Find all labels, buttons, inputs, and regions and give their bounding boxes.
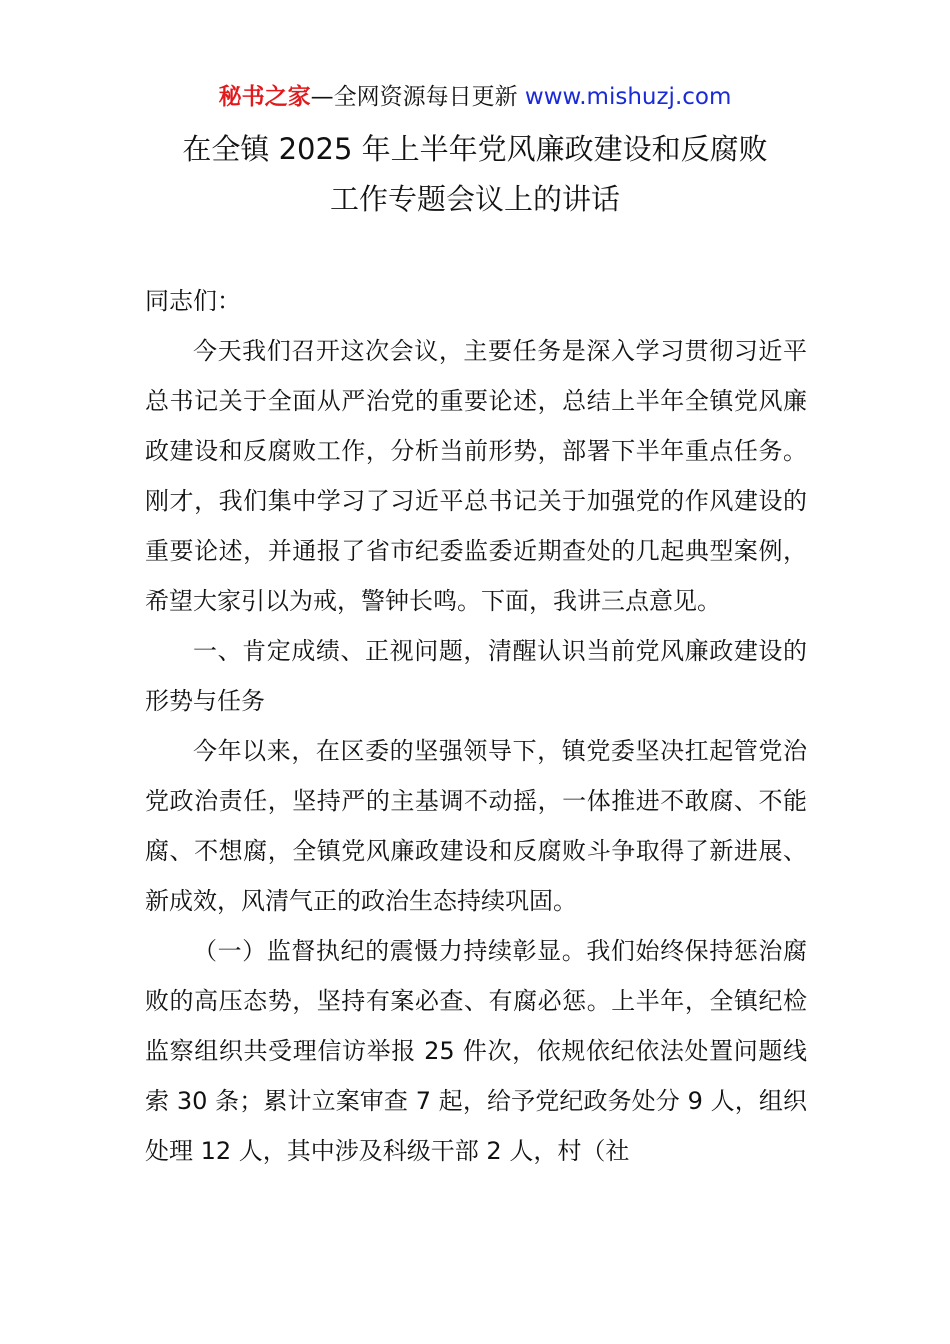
paragraph-supervision: （一）监督执纪的震慑力持续彰显。我们始终保持惩治腐败的高压态势，坚持有案必查、有腐必惩。上半年，全镇纪检监察组织共受理信访举报 25 件次，依规依纪依法处置问题线索 30 条；累计立案审查 7 起，给予党纪政务处分 9 人，组织处理 12 人，其中涉及科级干部 2 人，村（社 [145, 937, 807, 1165]
section-heading-1: 一、肯定成绩、正视问题，清醒认识当前党风廉政建设的形势与任务 [145, 637, 807, 715]
site-header [0, 80, 950, 114]
paragraph-intro: 今天我们召开这次会议，主要任务是深入学习贯彻习近平总书记关于全面从严治党的重要论述，总结上半年全镇党风廉政建设和反腐败工作，分析当前形势，部署下半年重点任务。刚才，我们集中学习了习近平总书记关于加强党的作风建设的重要论述，并通报了省市纪委监委近期查处的几起典型案例，希望大家引以为戒，警钟长鸣。下面，我讲三点意见。 [145, 337, 807, 615]
brand-name: 秘书之家 [218, 84, 311, 110]
paragraph-achievements: 今年以来，在区委的坚强领导下，镇党委坚决扛起管党治党政治责任，坚持严的主基调不动摇，一体推进不敢腐、不能腐、不想腐，全镇党风廉政建设和反腐败斗争取得了新进展、新成效，风清气正的政治生态持续巩固。 [145, 737, 807, 915]
header-tagline: —全网资源每日更新 [310, 84, 525, 110]
site-url-link[interactable]: www.mishuzj.com [524, 84, 732, 110]
title-line-1: 在全镇 2025 年上半年党风廉政建设和反腐败 [182, 132, 768, 166]
title-line-2: 工作专题会议上的讲话 [329, 182, 620, 216]
document-body [145, 276, 807, 1176]
salutation: 同志们： [145, 287, 241, 315]
document-title [0, 124, 950, 224]
